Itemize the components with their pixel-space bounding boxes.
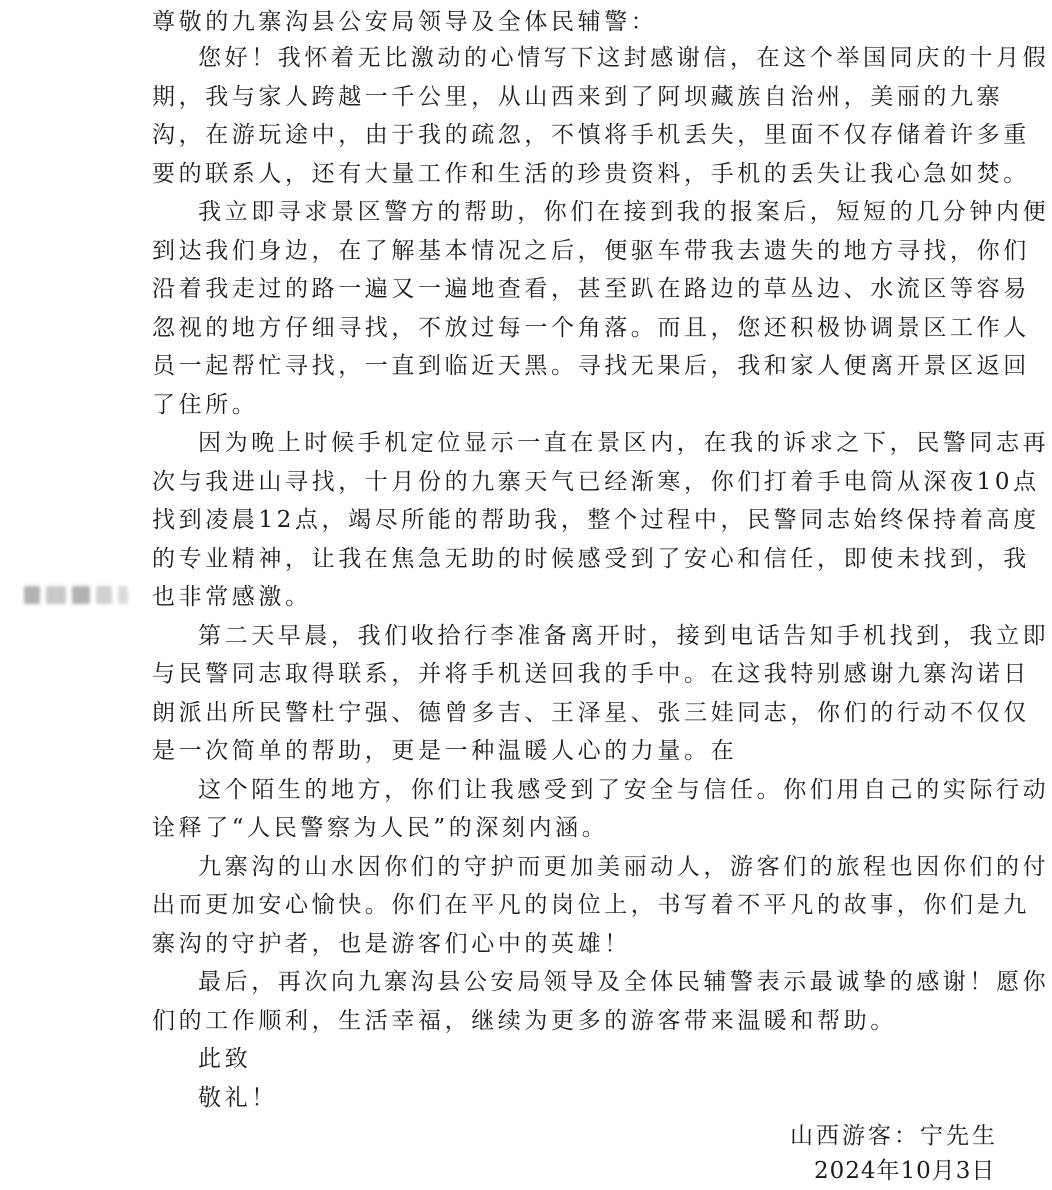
letter-line: 了住所。 [152,392,259,418]
letter-line: 员一起帮忙寻找，一直到临近天黑。寻找无果后，我和家人便离开景区返回 [152,353,1030,379]
letter-line: 要的联系人，还有大量工作和生活的珍贵资料，手机的丢失让我心急如焚。 [152,161,1030,187]
letter-line: 的专业精神，让我在焦急无助的时候感受到了安心和信任，即使未找到，我 [152,546,1030,572]
letter-line: 朗派出所民警杜宁强、德曾多吉、王泽星、张三娃同志，你们的行动不仅仅 [152,700,1030,726]
letter-line: 寨沟的守护者，也是游客们心中的英雄！ [152,931,631,957]
letter-line: 沟，在游玩途中，由于我的疏忽，不慎将手机丢失，里面不仅存储着许多重 [152,122,1030,148]
letter-line: 也非常感激。 [152,584,312,610]
letter-signature: 山西游客：宁先生 [790,1123,998,1149]
letter-line: 忽视的地方仔细寻找，不放过每一个角落。而且，您还积极协调景区工作人 [152,315,1030,341]
letter-line: 第二天早晨，我们收拾行李准备离开时，接到电话告知手机找到，我立即 [198,623,1050,649]
letter-closing: 此致 [198,1046,252,1072]
letter-line: 诠释了“人民警察为人民”的深刻内涵。 [152,815,609,841]
letter-line: 与民警同志取得联系，并将手机送回我的手中。在这我特别感谢九寨沟诺日 [152,661,1030,687]
letter-date: 2024年10月3日 [814,1158,996,1184]
letter-line: 们的工作顺利，生活幸福，继续为更多的游客带来温暖和帮助。 [152,1008,897,1034]
letter-line: 我立即寻求景区警方的帮助，你们在接到我的报案后，短短的几分钟内便 [198,199,1050,225]
letter-line: 您好！我怀着无比激动的心情写下这封感谢信，在这个举国同庆的十月假 [198,45,1050,71]
letter-line: 找到凌晨12点，竭尽所能的帮助我，整个过程中，民警同志始终保持着高度 [152,507,1040,533]
letter-line: 出而更加安心愉快。你们在平凡的岗位上，书写着不平凡的故事，你们是九 [152,892,1030,918]
letter-line: 九寨沟的山水因你们的守护而更加美丽动人，游客们的旅程也因你们的付 [198,854,1050,880]
letter-line: 沿着我走过的路一遍又一遍地查看，甚至趴在路边的草丛边、水流区等容易 [152,276,1030,302]
letter-line: 次与我进山寻找，十月份的九寨天气已经渐寒，你们打着手电筒从深夜10点 [152,469,1040,495]
letter-line: 因为晚上时候手机定位显示一直在景区内，在我的诉求之下，民警同志再 [198,430,1050,456]
letter-line: 最后，再次向九寨沟县公安局领导及全体民辅警表示最诚挚的感谢！愿你 [198,969,1050,995]
letter-regards: 敬礼！ [198,1085,278,1111]
letter-line: 期，我与家人跨越一千公里，从山西来到了阿坝藏族自治州，美丽的九寨 [152,84,1004,110]
letter-line: 这个陌生的地方，你们让我感受到了安全与信任。你们用自己的实际行动 [198,777,1050,803]
blurred-watermark [24,582,140,608]
letter-line: 到达我们身边，在了解基本情况之后，便驱车带我去遗失的地方寻找，你们 [152,238,1030,264]
letter-line: 是一次简单的帮助，更是一种温暖人心的力量。在 [152,738,738,764]
letter-salutation: 尊敬的九寨沟县公安局领导及全体民辅警： [152,9,658,35]
